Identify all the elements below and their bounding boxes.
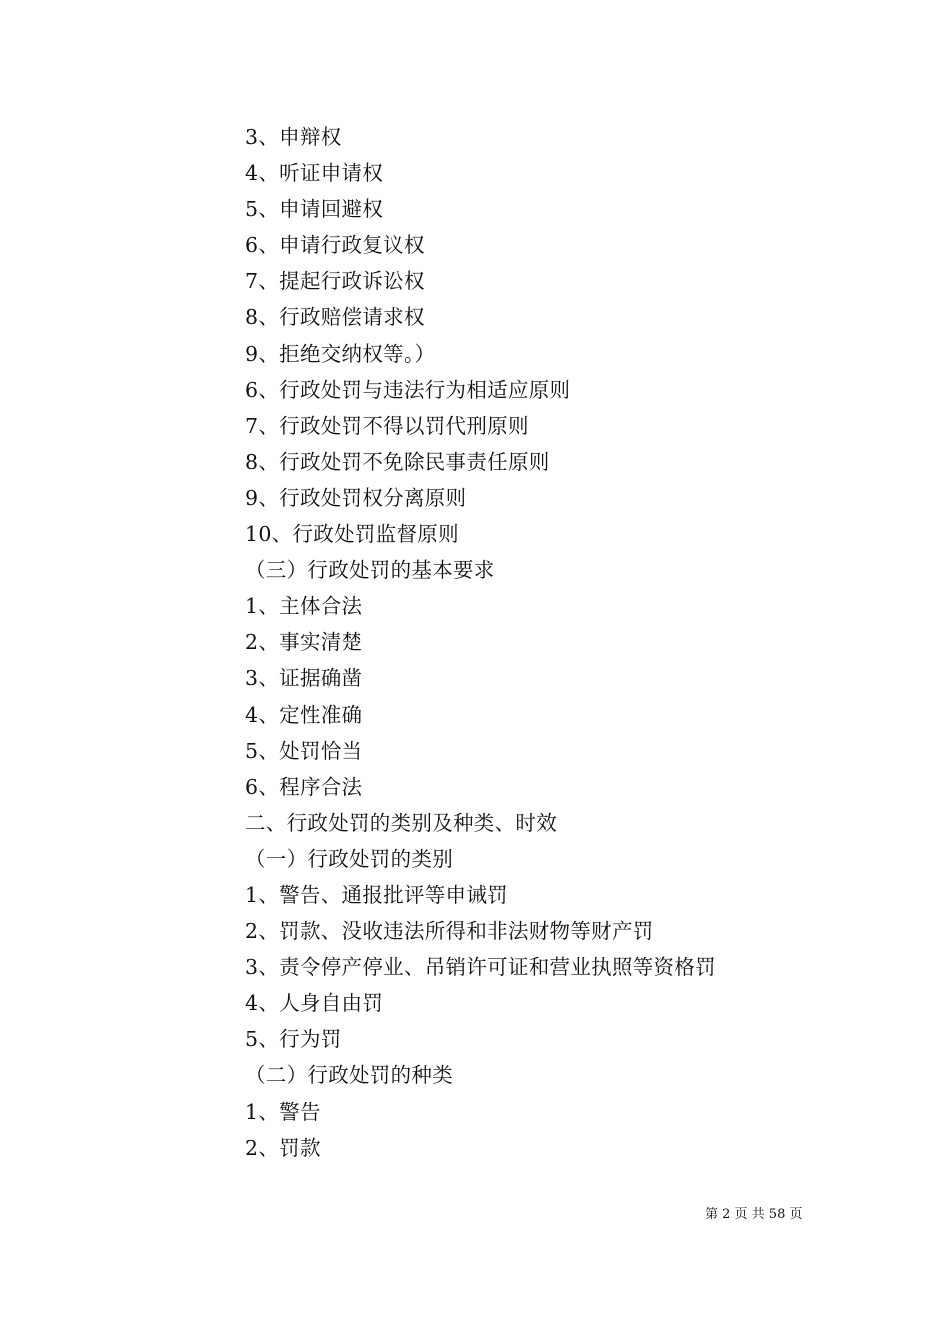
text-line: 3、证据确凿	[245, 666, 363, 691]
text-line: 2、罚款	[245, 1135, 321, 1160]
section-heading: （三）行政处罚的基本要求	[245, 558, 495, 583]
text-line: 9、行政处罚权分离原则	[245, 485, 467, 510]
section-heading: （二）行政处罚的种类	[245, 1063, 453, 1088]
text-line: 4、听证申请权	[245, 161, 384, 186]
text-line: 5、申请回避权	[245, 197, 384, 222]
page-number-footer: 第 2 页 共 58 页	[705, 1207, 803, 1222]
text-line: 3、责令停产停业、吊销许可证和营业执照等资格罚	[245, 955, 716, 980]
text-line: 2、事实清楚	[245, 630, 363, 655]
text-line: 4、人身自由罚	[245, 991, 384, 1016]
text-line: 7、行政处罚不得以罚代刑原则	[245, 413, 529, 438]
text-line: 2、罚款、没收违法所得和非法财物等财产罚	[245, 919, 654, 944]
text-line: 8、行政赔偿请求权	[245, 305, 425, 330]
text-line: 6、申请行政复议权	[245, 233, 425, 258]
chapter-heading: 二、行政处罚的类别及种类、时效	[245, 810, 557, 835]
text-line: 4、定性准确	[245, 702, 363, 727]
text-line: 9、拒绝交纳权等。）	[245, 341, 436, 366]
section-heading: （一）行政处罚的类别	[245, 846, 453, 871]
text-line: 1、主体合法	[245, 594, 363, 619]
text-line: 8、行政处罚不免除民事责任原则	[245, 449, 550, 474]
text-line: 1、警告、通报批评等申诫罚	[245, 882, 508, 907]
text-line: 10、行政处罚监督原则	[245, 522, 459, 547]
text-line: 5、处罚恰当	[245, 738, 363, 763]
document-body	[245, 119, 716, 1166]
text-line: 6、行政处罚与违法行为相适应原则	[245, 377, 571, 402]
text-line: 6、程序合法	[245, 774, 363, 799]
text-line: 3、申辩权	[245, 125, 342, 149]
text-line: 1、警告	[245, 1099, 321, 1124]
text-line: 5、行为罚	[245, 1027, 342, 1052]
text-line: 7、提起行政诉讼权	[245, 269, 425, 294]
